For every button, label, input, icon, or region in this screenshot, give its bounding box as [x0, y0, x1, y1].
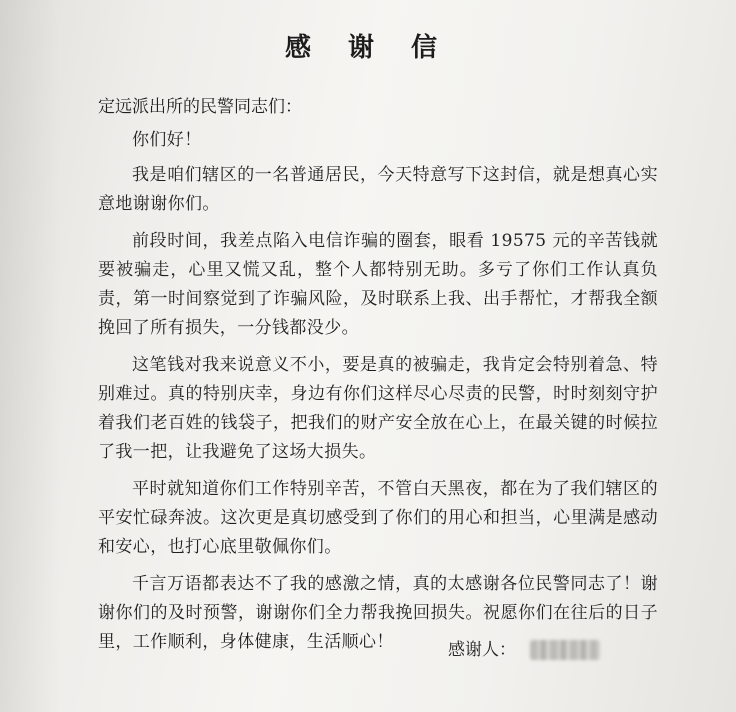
letter-title: 感 谢 信	[284, 33, 452, 63]
paragraph-appreciation: 平时就知道你们工作特别辛苦，不管白天黑夜，都在为了我们辖区的平安忙碌奔波。这次更是真切感受到了你们的用心和担当，心里满是感动和安心，也打心底里敬佩你们。	[98, 479, 658, 557]
paragraph-incident: 前段时间，我差点陷入电信诈骗的圈套，眼看 19575 元的辛苦钱就要被骗走，心里又慌又乱，整个人都特别无助。多亏了你们工作认真负责，第一时间察觉到了诈骗风险，及时联系上我、出手帮忙，才帮我全额挽回了所有损失，一分钱都没少。	[98, 231, 658, 338]
letter-body	[98, 126, 658, 665]
signature-label: 感谢人：	[448, 640, 516, 660]
signature	[448, 636, 600, 664]
letter-recipient: 定远派出所的民警同志们：	[98, 97, 302, 117]
redacted-name	[530, 640, 600, 660]
paragraph-closing: 千言万语都表达不了我的感激之情，真的太感谢各位民警同志了！谢谢你们的及时预警，谢谢你们全力帮我挽回损失。祝愿你们在往后的日子里，工作顺利，身体健康，生活顺心！	[98, 574, 658, 652]
paragraph-significance: 这笔钱对我来说意义不小，要是真的被骗走，我肯定会特别着急、特别难过。真的特别庆幸，身边有你们这样尽心尽责的民警，时时刻刻守护着我们老百姓的钱袋子，把我们的财产安全放在心上，在最关键的时候拉了我一把，让我避免了这场大损失。	[98, 355, 658, 462]
paragraph-greeting: 你们好！	[132, 130, 202, 150]
paragraph-intro: 我是咱们辖区的一名普通居民，今天特意写下这封信，就是想真心实意地谢谢你们。	[98, 165, 658, 214]
